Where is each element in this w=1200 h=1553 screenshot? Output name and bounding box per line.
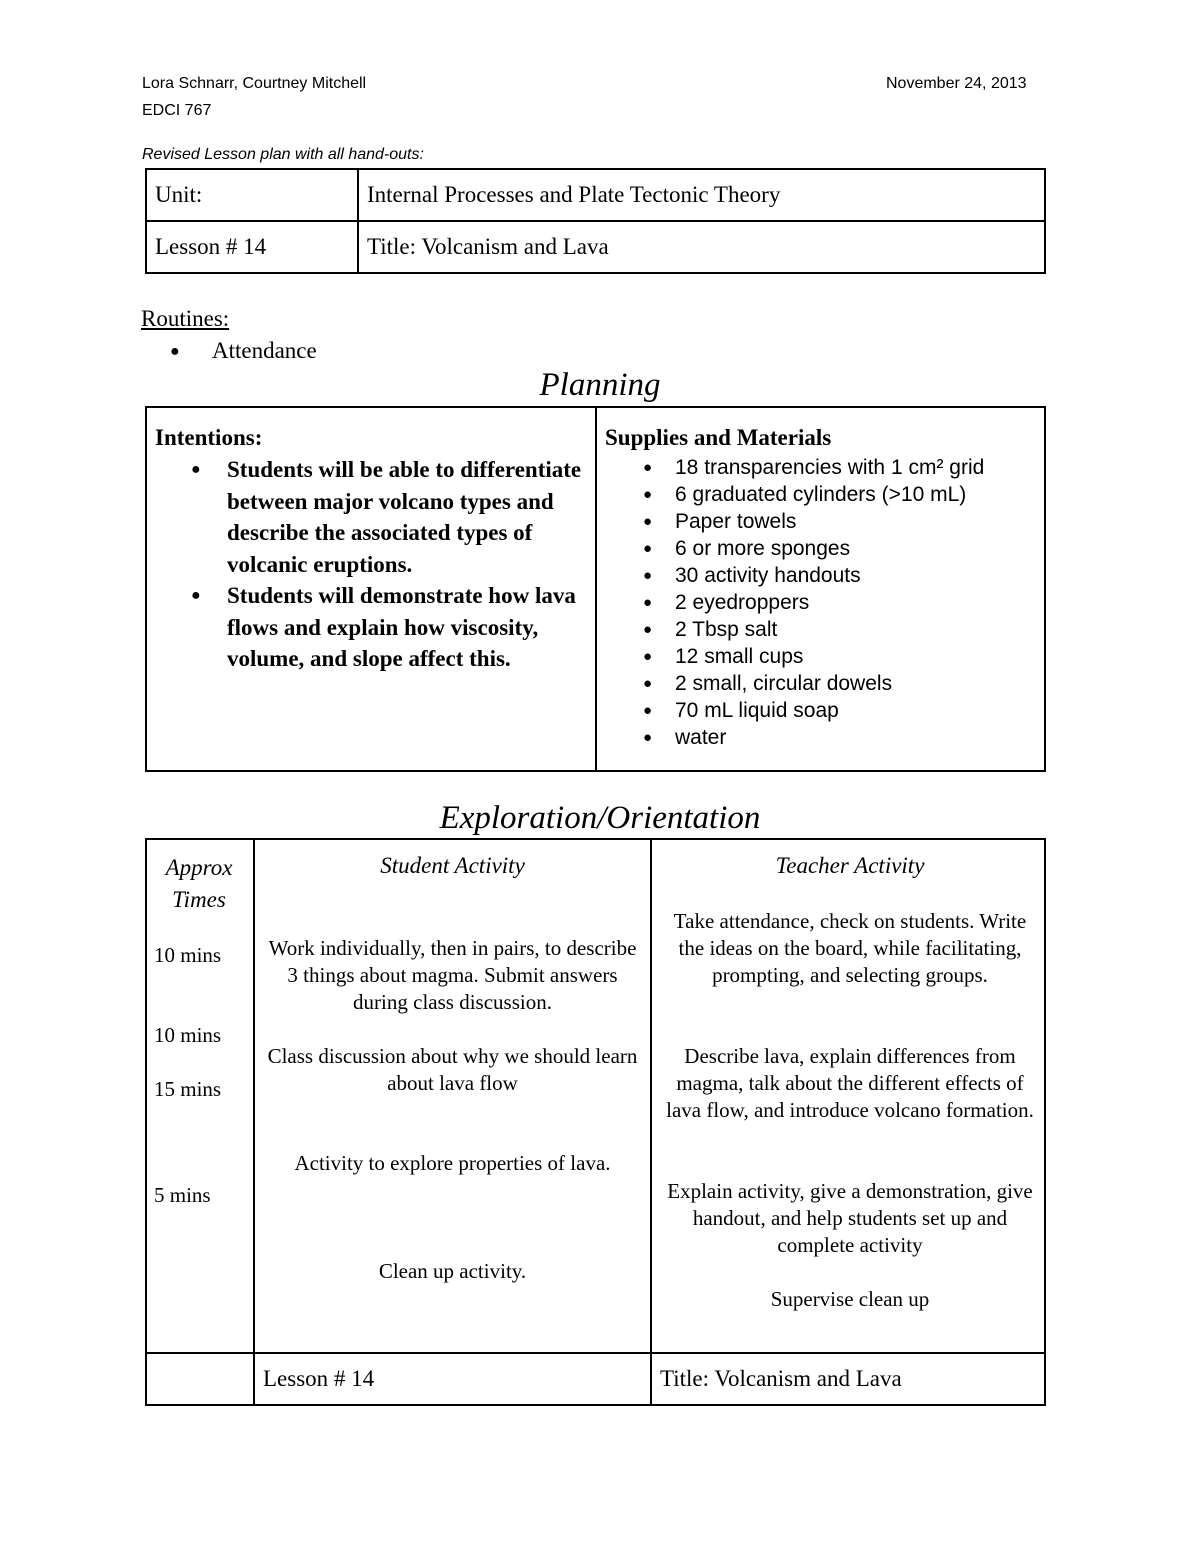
exploration-table xyxy=(145,838,1046,1406)
bullet-icon: ● xyxy=(643,594,653,611)
time-entry: 10 mins xyxy=(154,1023,222,1047)
time-entry: 10 mins xyxy=(154,943,222,967)
bullet-icon: ● xyxy=(643,648,653,665)
list-item xyxy=(643,643,1036,670)
lesson-title: Title: Volcanism and Lava xyxy=(358,221,1045,273)
bullet-icon: ● xyxy=(170,343,180,360)
intention-text: Students will be able to differentiate between major volcano types and describe the associated types of volcanic eruptions. xyxy=(227,457,582,577)
supply-item: 2 eyedroppers xyxy=(675,591,810,614)
lesson-row xyxy=(146,221,1045,273)
list-item xyxy=(643,535,1036,562)
intentions-cell xyxy=(146,407,596,771)
list-item xyxy=(643,697,1036,724)
supplies-title: Supplies and Materials xyxy=(605,425,832,450)
supply-item: 70 mL liquid soap xyxy=(675,699,839,722)
list-item xyxy=(643,670,1036,697)
teacher-activity-cell xyxy=(651,839,1045,1353)
footer-row xyxy=(146,1353,1045,1405)
bullet-icon: ● xyxy=(643,540,653,557)
supply-item: 2 Tbsp salt xyxy=(675,618,778,641)
list-item xyxy=(643,616,1036,643)
teacher-activity-header: Teacher Activity xyxy=(775,853,925,878)
student-activity: Class discussion about why we should learn about lava flow xyxy=(267,1044,638,1095)
teacher-activity: Describe lava, explain differences from magma, talk about the different effects of lava flow, and introduce volcano formation. xyxy=(666,1044,1034,1122)
teacher-activity: Explain activity, give a demonstration, give handout, and help students set up and complete activity xyxy=(667,1179,1033,1257)
routines-list xyxy=(170,338,317,364)
document-date: November 24, 2013 xyxy=(886,75,1027,92)
routine-label: Attendance xyxy=(212,338,317,363)
supply-item: Paper towels xyxy=(675,510,797,533)
bullet-icon: ● xyxy=(643,459,653,476)
supply-item: 6 or more sponges xyxy=(675,537,851,560)
unit-table xyxy=(145,168,1046,274)
student-activity: Activity to explore properties of lava. xyxy=(294,1151,611,1175)
supplies-list xyxy=(605,454,1036,751)
bullet-icon: ● xyxy=(643,567,653,584)
document-subtitle: Revised Lesson plan with all hand-outs: xyxy=(142,146,424,163)
bullet-icon: ● xyxy=(643,513,653,530)
supply-item: 2 small, circular dowels xyxy=(675,672,893,695)
times-header: Approx Times xyxy=(165,855,233,912)
footer-title: Title: Volcanism and Lava xyxy=(651,1353,1045,1405)
supply-item: 6 graduated cylinders (>10 mL) xyxy=(675,483,967,506)
unit-value: Internal Processes and Plate Tectonic Theory xyxy=(358,169,1045,221)
teacher-activity: Supervise clean up xyxy=(770,1287,930,1311)
list-item xyxy=(643,508,1036,535)
intention-text: Students will demonstrate how lava flows and explain how viscosity, volume, and slope affect this. xyxy=(227,583,576,671)
planning-title: Planning xyxy=(539,367,661,403)
list-item xyxy=(191,580,587,675)
bullet-icon: ● xyxy=(643,702,653,719)
authors: Lora Schnarr, Courtney Mitchell xyxy=(142,75,367,92)
bullet-icon: ● xyxy=(191,587,201,604)
list-item xyxy=(191,454,587,580)
student-activity: Work individually, then in pairs, to describe 3 things about magma. Submit answers during class discussion. xyxy=(268,936,637,1014)
bullet-icon: ● xyxy=(643,621,653,638)
student-activity: Clean up activity. xyxy=(378,1259,527,1283)
supplies-cell xyxy=(596,407,1045,771)
unit-label: Unit: xyxy=(146,169,358,221)
student-activity-header: Student Activity xyxy=(380,853,525,878)
time-entry: 15 mins xyxy=(154,1077,222,1101)
list-item xyxy=(643,562,1036,589)
footer-lesson: Lesson # 14 xyxy=(254,1353,651,1405)
list-item xyxy=(170,338,317,364)
student-activity-cell xyxy=(254,839,651,1353)
list-item xyxy=(643,481,1036,508)
intentions-list xyxy=(155,454,587,675)
course-code: EDCI 767 xyxy=(142,102,212,119)
exploration-title: Exploration/Orientation xyxy=(439,800,761,836)
supply-item: 12 small cups xyxy=(675,645,804,668)
supply-item: 18 transparencies with 1 cm² grid xyxy=(675,456,985,479)
supply-item: 30 activity handouts xyxy=(675,564,861,587)
list-item xyxy=(643,724,1036,751)
bullet-icon: ● xyxy=(191,461,201,478)
list-item xyxy=(643,589,1036,616)
unit-row xyxy=(146,169,1045,221)
activity-row xyxy=(146,839,1045,1353)
routines-heading: Routines: xyxy=(141,306,230,331)
planning-table xyxy=(145,406,1046,772)
list-item xyxy=(643,454,1036,481)
lesson-label: Lesson # 14 xyxy=(146,221,358,273)
bullet-icon: ● xyxy=(643,486,653,503)
time-entry: 5 mins xyxy=(154,1183,211,1207)
times-cell xyxy=(146,839,254,1353)
bullet-icon: ● xyxy=(643,729,653,746)
bullet-icon: ● xyxy=(643,675,653,692)
intentions-title: Intentions: xyxy=(155,425,263,450)
footer-empty-cell xyxy=(146,1353,254,1405)
supply-item: water xyxy=(675,726,727,749)
teacher-activity: Take attendance, check on students. Write the ideas on the board, while facilitating, prompting, and selecting groups. xyxy=(673,909,1027,987)
